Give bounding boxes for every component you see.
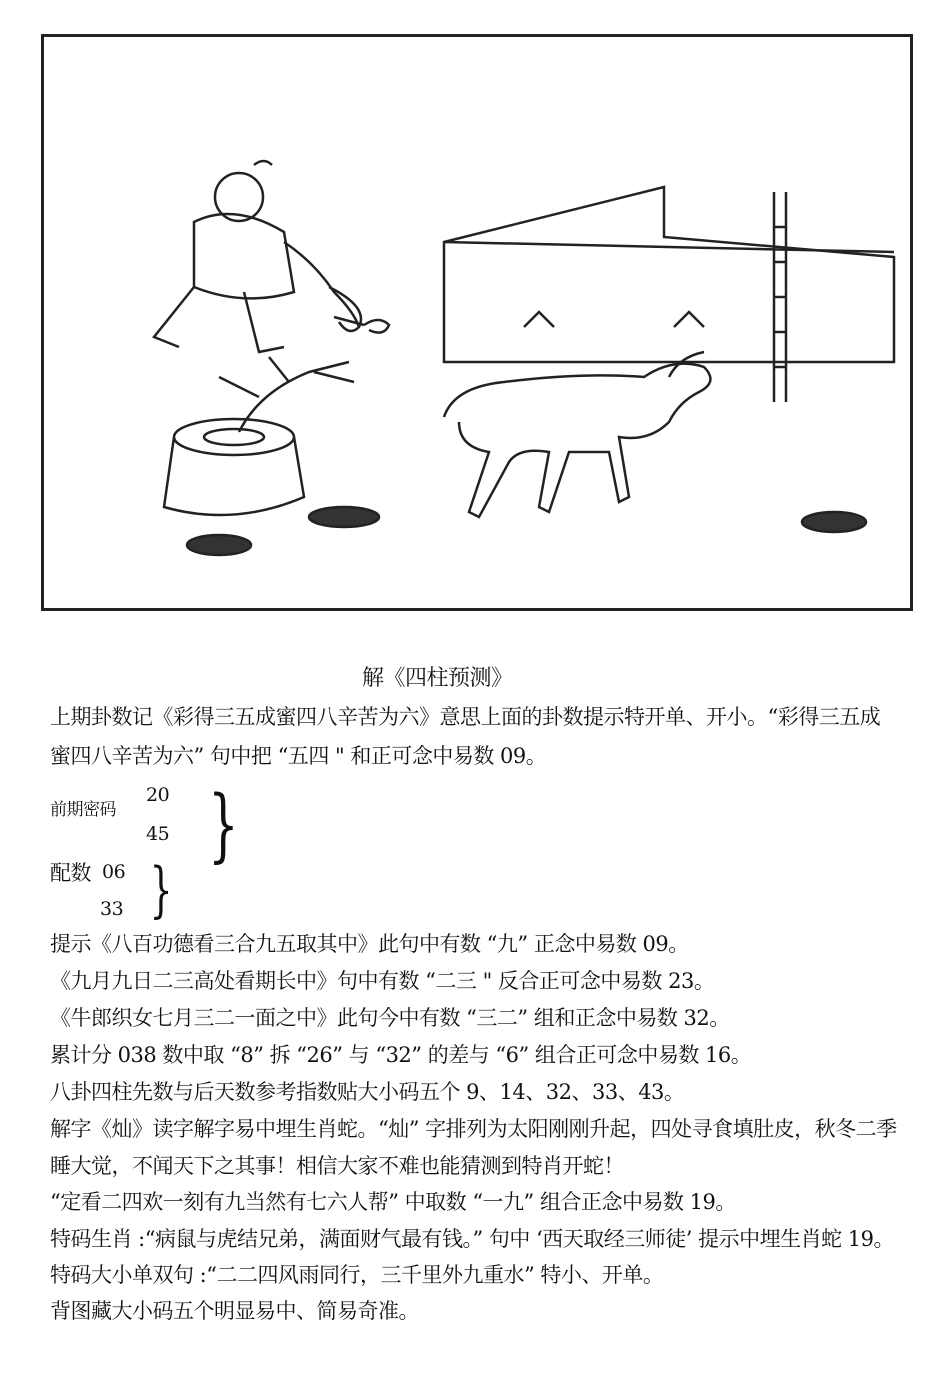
previous-code-value: 20 xyxy=(146,784,170,806)
child-figure xyxy=(154,161,389,352)
intro-line: 上期卦数记《彩得三五成蜜四八辛苦为六》意思上面的卦数提示特开单、开小。“彩得三五成 xyxy=(50,705,881,729)
text-line: 《牛郎织女七月三二一面之中》此句今中有数 “三二” 组和正念中易数 32。 xyxy=(50,1006,730,1030)
text-line: 特码生肖 :“病鼠与虎结兄弟，满面财气最有钱。” 句中 ‘西天取经三师徒’ 提示中埋生肖蛇 19。 xyxy=(50,1227,894,1251)
text-line: “定看二四欢一刻有九当然有七六人帮” 中取数 “一九” 组合正念中易数 19。 xyxy=(50,1190,736,1214)
text-line: 特码大小单双句 :“二二四风雨同行，三千里外九重水” 特小、开单。 xyxy=(50,1263,664,1287)
text-line: 解字《灿》读字解字易中埋生肖蛇。“灿” 字排列为太阳刚刚升起，四处寻食填肚皮，秋冬二季 xyxy=(50,1117,897,1141)
brace-icon: } xyxy=(208,778,239,871)
bamboo-pole xyxy=(774,192,786,402)
text-line: 《九月九日二三高处看期长中》句中有数 “二三 " 反合正可念中易数 23。 xyxy=(50,969,715,993)
tree-stump xyxy=(164,357,354,515)
match-number-value: 33 xyxy=(100,898,124,920)
text-line: 背图藏大小码五个明显易中、简易奇准。 xyxy=(50,1299,419,1323)
previous-code-label: 前期密码 xyxy=(50,800,116,820)
illustration xyxy=(44,37,910,608)
match-numbers-label: 配数 xyxy=(50,861,91,885)
illustration-frame xyxy=(41,34,913,611)
text-line: 八卦四柱先数与后天数参考指数贴大小码五个 9、14、32、33、43。 xyxy=(50,1080,685,1104)
page-title: 解《四柱预测》 xyxy=(362,666,513,691)
text-line: 提示《八百功德看三合九五取其中》此句中有数 “九” 正念中易数 09。 xyxy=(50,932,689,956)
wooden-enclosure xyxy=(444,187,894,362)
text-line: 累计分 038 数中取 “8” 拆 “26” 与 “32” 的差与 “6” 组合正可念中易数 16。 xyxy=(50,1043,752,1067)
intro-line: 蜜四八辛苦为六” 句中把 “五四 " 和正可念中易数 09。 xyxy=(50,744,547,768)
previous-code-value: 45 xyxy=(146,823,170,845)
text-line: 睡大觉，不闻天下之其事！相信大家不难也能猜测到特肖开蛇！ xyxy=(50,1154,624,1178)
match-number-value: 06 xyxy=(102,861,126,883)
brace-icon: } xyxy=(149,855,173,925)
sheep xyxy=(444,352,710,517)
rocks xyxy=(187,507,866,555)
